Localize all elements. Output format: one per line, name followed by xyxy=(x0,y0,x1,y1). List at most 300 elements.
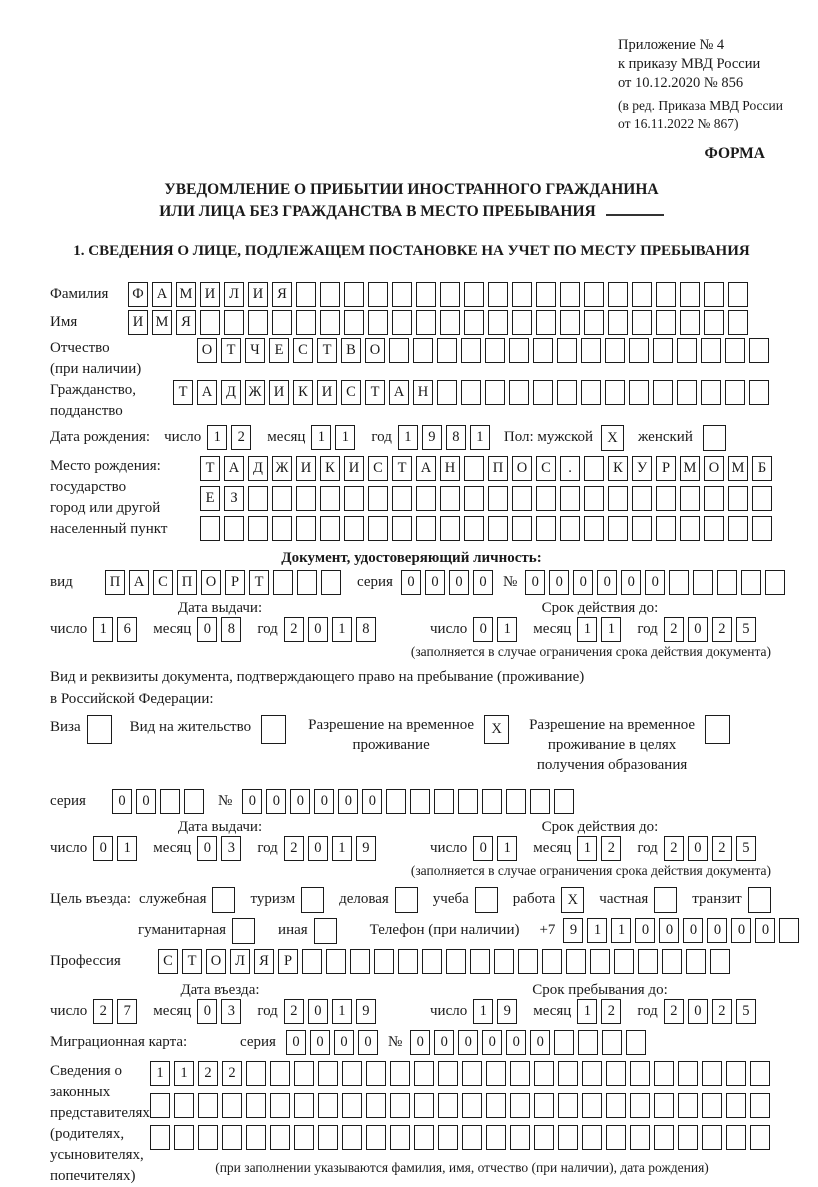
char-box[interactable]: 0 xyxy=(308,617,328,642)
char-box[interactable] xyxy=(630,1125,650,1150)
char-box[interactable]: Н xyxy=(413,380,433,405)
char-box[interactable]: 2 xyxy=(664,617,684,642)
char-box[interactable] xyxy=(678,1061,698,1086)
char-box[interactable] xyxy=(630,1093,650,1118)
char-box[interactable] xyxy=(669,570,689,595)
char-box[interactable]: Т xyxy=(173,380,193,405)
char-box[interactable]: О xyxy=(512,456,532,481)
char-box[interactable] xyxy=(150,1093,170,1118)
char-box[interactable]: 2 xyxy=(284,617,304,642)
char-box[interactable] xyxy=(662,949,682,974)
char-box[interactable]: 1 xyxy=(335,425,355,450)
char-box[interactable]: 0 xyxy=(473,617,493,642)
char-box[interactable]: 8 xyxy=(221,617,241,642)
char-box[interactable]: 0 xyxy=(112,789,132,814)
char-box[interactable]: 9 xyxy=(563,918,583,943)
char-box[interactable]: 0 xyxy=(755,918,775,943)
char-box[interactable] xyxy=(693,570,713,595)
char-box[interactable] xyxy=(184,789,204,814)
char-box[interactable] xyxy=(653,380,673,405)
char-box[interactable] xyxy=(150,1125,170,1150)
char-box[interactable] xyxy=(558,1125,578,1150)
char-box[interactable] xyxy=(656,486,676,511)
char-box[interactable] xyxy=(578,1030,598,1055)
char-box[interactable] xyxy=(320,310,340,335)
char-box[interactable]: 0 xyxy=(93,836,113,861)
char-box[interactable] xyxy=(389,338,409,363)
char-box[interactable]: Л xyxy=(224,282,244,307)
char-box[interactable]: М xyxy=(728,456,748,481)
char-box[interactable] xyxy=(296,310,316,335)
char-box[interactable]: 7 xyxy=(117,999,137,1024)
char-box[interactable] xyxy=(494,949,514,974)
char-box[interactable] xyxy=(582,1125,602,1150)
char-box[interactable]: Т xyxy=(200,456,220,481)
char-box[interactable] xyxy=(542,949,562,974)
char-box[interactable] xyxy=(392,310,412,335)
char-box[interactable] xyxy=(488,516,508,541)
char-box[interactable] xyxy=(680,516,700,541)
char-box[interactable] xyxy=(416,516,436,541)
char-box[interactable] xyxy=(222,1093,242,1118)
char-box[interactable] xyxy=(584,486,604,511)
char-box[interactable] xyxy=(437,380,457,405)
char-box[interactable] xyxy=(321,570,341,595)
char-box[interactable]: И xyxy=(296,456,316,481)
char-box[interactable] xyxy=(270,1125,290,1150)
char-box[interactable] xyxy=(654,887,677,913)
char-box[interactable]: Е xyxy=(269,338,289,363)
char-box[interactable]: 0 xyxy=(410,1030,430,1055)
char-box[interactable]: Я xyxy=(176,310,196,335)
char-box[interactable]: 0 xyxy=(549,570,569,595)
char-box[interactable] xyxy=(440,516,460,541)
char-box[interactable]: Т xyxy=(221,338,241,363)
char-box[interactable] xyxy=(398,949,418,974)
char-box[interactable]: 0 xyxy=(645,570,665,595)
char-box[interactable]: 1 xyxy=(587,918,607,943)
char-box[interactable]: 0 xyxy=(683,918,703,943)
char-box[interactable] xyxy=(654,1093,674,1118)
char-box[interactable] xyxy=(246,1061,266,1086)
char-box[interactable] xyxy=(536,516,556,541)
char-box[interactable] xyxy=(248,516,268,541)
char-box[interactable]: 0 xyxy=(362,789,382,814)
char-box[interactable]: И xyxy=(248,282,268,307)
char-box[interactable] xyxy=(416,310,436,335)
char-box[interactable]: 0 xyxy=(449,570,469,595)
char-box[interactable] xyxy=(534,1093,554,1118)
char-box[interactable] xyxy=(608,486,628,511)
char-box[interactable] xyxy=(294,1125,314,1150)
char-box[interactable] xyxy=(632,310,652,335)
char-box[interactable] xyxy=(314,918,337,944)
char-box[interactable] xyxy=(486,1125,506,1150)
char-box[interactable] xyxy=(198,1093,218,1118)
char-box[interactable] xyxy=(710,949,730,974)
char-box[interactable] xyxy=(488,310,508,335)
char-box[interactable] xyxy=(717,570,737,595)
char-box[interactable] xyxy=(779,918,799,943)
char-box[interactable]: 0 xyxy=(621,570,641,595)
char-box[interactable] xyxy=(630,1061,650,1086)
char-box[interactable] xyxy=(606,1125,626,1150)
char-box[interactable] xyxy=(422,949,442,974)
char-box[interactable] xyxy=(750,1125,770,1150)
char-box[interactable] xyxy=(344,282,364,307)
char-box[interactable]: О xyxy=(197,338,217,363)
char-box[interactable] xyxy=(270,1093,290,1118)
char-box[interactable] xyxy=(261,715,286,744)
char-box[interactable] xyxy=(566,949,586,974)
char-box[interactable] xyxy=(486,1093,506,1118)
char-box[interactable] xyxy=(726,1125,746,1150)
char-box[interactable] xyxy=(510,1061,530,1086)
char-box[interactable] xyxy=(464,456,484,481)
char-box[interactable] xyxy=(342,1061,362,1086)
char-box[interactable] xyxy=(464,486,484,511)
char-box[interactable] xyxy=(705,715,730,744)
char-box[interactable] xyxy=(728,516,748,541)
char-box[interactable]: А xyxy=(416,456,436,481)
char-box[interactable]: 5 xyxy=(736,999,756,1024)
char-box[interactable] xyxy=(485,380,505,405)
char-box[interactable] xyxy=(560,282,580,307)
char-box[interactable]: Т xyxy=(365,380,385,405)
char-box[interactable]: 5 xyxy=(736,617,756,642)
char-box[interactable] xyxy=(748,887,771,913)
char-box[interactable] xyxy=(270,1061,290,1086)
char-box[interactable] xyxy=(584,516,604,541)
char-box[interactable] xyxy=(536,282,556,307)
char-box[interactable] xyxy=(558,1061,578,1086)
char-box[interactable] xyxy=(677,380,697,405)
char-box[interactable]: С xyxy=(158,949,178,974)
char-box[interactable] xyxy=(584,282,604,307)
char-box[interactable]: 9 xyxy=(497,999,517,1024)
char-box[interactable] xyxy=(728,486,748,511)
char-box[interactable] xyxy=(482,789,502,814)
char-box[interactable]: 0 xyxy=(506,1030,526,1055)
char-box[interactable] xyxy=(726,1093,746,1118)
char-box[interactable] xyxy=(344,486,364,511)
char-box[interactable]: 9 xyxy=(422,425,442,450)
char-box[interactable]: 1 xyxy=(497,836,517,861)
char-box[interactable] xyxy=(704,486,724,511)
char-box[interactable] xyxy=(608,282,628,307)
char-box[interactable] xyxy=(446,949,466,974)
char-box[interactable]: И xyxy=(269,380,289,405)
char-box[interactable]: И xyxy=(344,456,364,481)
char-box[interactable] xyxy=(488,486,508,511)
char-box[interactable] xyxy=(582,1093,602,1118)
char-box[interactable] xyxy=(320,486,340,511)
char-box[interactable]: 1 xyxy=(332,617,352,642)
char-box[interactable] xyxy=(462,1061,482,1086)
char-box[interactable] xyxy=(294,1093,314,1118)
char-box[interactable] xyxy=(222,1125,242,1150)
char-box[interactable] xyxy=(702,1125,722,1150)
char-box[interactable] xyxy=(558,1093,578,1118)
char-box[interactable] xyxy=(461,338,481,363)
char-box[interactable] xyxy=(510,1093,530,1118)
char-box[interactable] xyxy=(344,310,364,335)
char-box[interactable] xyxy=(632,282,652,307)
char-box[interactable] xyxy=(462,1125,482,1150)
char-box[interactable] xyxy=(461,380,481,405)
char-box[interactable]: А xyxy=(152,282,172,307)
char-box[interactable] xyxy=(533,338,553,363)
char-box[interactable] xyxy=(272,516,292,541)
char-box[interactable]: Ф xyxy=(128,282,148,307)
char-box[interactable] xyxy=(554,789,574,814)
char-box[interactable]: 0 xyxy=(290,789,310,814)
char-box[interactable] xyxy=(512,486,532,511)
char-box[interactable] xyxy=(440,486,460,511)
char-box[interactable] xyxy=(749,380,769,405)
char-box[interactable] xyxy=(765,570,785,595)
char-box[interactable] xyxy=(584,310,604,335)
char-box[interactable]: О xyxy=(704,456,724,481)
char-box[interactable]: С xyxy=(293,338,313,363)
char-box[interactable]: С xyxy=(341,380,361,405)
char-box[interactable]: Т xyxy=(182,949,202,974)
char-box[interactable] xyxy=(410,789,430,814)
char-box[interactable]: 0 xyxy=(314,789,334,814)
char-box[interactable]: 1 xyxy=(470,425,490,450)
char-box[interactable]: 0 xyxy=(473,570,493,595)
char-box[interactable] xyxy=(680,310,700,335)
char-box[interactable]: . xyxy=(560,456,580,481)
char-box[interactable]: В xyxy=(341,338,361,363)
char-box[interactable]: А xyxy=(197,380,217,405)
char-box[interactable] xyxy=(654,1125,674,1150)
char-box[interactable]: 8 xyxy=(356,617,376,642)
char-box[interactable]: 2 xyxy=(712,617,732,642)
char-box[interactable]: Р xyxy=(278,949,298,974)
char-box[interactable] xyxy=(678,1125,698,1150)
char-box[interactable] xyxy=(557,380,577,405)
char-box[interactable] xyxy=(437,338,457,363)
char-box[interactable]: Л xyxy=(230,949,250,974)
char-box[interactable]: К xyxy=(608,456,628,481)
char-box[interactable] xyxy=(653,338,673,363)
char-box[interactable]: К xyxy=(293,380,313,405)
char-box[interactable] xyxy=(702,1093,722,1118)
char-box[interactable] xyxy=(557,338,577,363)
char-box[interactable]: С xyxy=(153,570,173,595)
char-box[interactable]: 1 xyxy=(611,918,631,943)
char-box[interactable] xyxy=(581,338,601,363)
char-box[interactable]: 1 xyxy=(497,617,517,642)
char-box[interactable] xyxy=(749,338,769,363)
char-box[interactable] xyxy=(414,1093,434,1118)
char-box[interactable]: 0 xyxy=(197,836,217,861)
char-box[interactable] xyxy=(296,282,316,307)
char-box[interactable] xyxy=(342,1125,362,1150)
char-box[interactable] xyxy=(560,516,580,541)
char-box[interactable] xyxy=(320,516,340,541)
char-box[interactable]: 2 xyxy=(284,999,304,1024)
char-box[interactable]: И xyxy=(128,310,148,335)
char-box[interactable] xyxy=(248,486,268,511)
char-box[interactable]: М xyxy=(152,310,172,335)
char-box[interactable] xyxy=(530,789,550,814)
char-box[interactable] xyxy=(414,1061,434,1086)
char-box[interactable]: 2 xyxy=(712,999,732,1024)
char-box[interactable] xyxy=(224,516,244,541)
char-box[interactable] xyxy=(326,949,346,974)
char-box[interactable]: Я xyxy=(254,949,274,974)
char-box[interactable]: 0 xyxy=(308,999,328,1024)
char-box[interactable] xyxy=(680,486,700,511)
char-box[interactable] xyxy=(272,310,292,335)
char-box[interactable]: 2 xyxy=(712,836,732,861)
char-box[interactable] xyxy=(741,570,761,595)
char-box[interactable]: 2 xyxy=(93,999,113,1024)
char-box[interactable] xyxy=(560,310,580,335)
char-box[interactable] xyxy=(512,310,532,335)
char-box[interactable] xyxy=(416,486,436,511)
char-box[interactable] xyxy=(297,570,317,595)
char-box[interactable]: 0 xyxy=(434,1030,454,1055)
char-box[interactable] xyxy=(368,310,388,335)
char-box[interactable]: 6 xyxy=(117,617,137,642)
char-box[interactable] xyxy=(614,949,634,974)
char-box[interactable]: 5 xyxy=(736,836,756,861)
char-box[interactable] xyxy=(678,1093,698,1118)
char-box[interactable] xyxy=(392,486,412,511)
char-box[interactable] xyxy=(656,282,676,307)
char-box[interactable]: 1 xyxy=(207,425,227,450)
char-box[interactable] xyxy=(368,282,388,307)
char-box[interactable] xyxy=(200,516,220,541)
char-box[interactable] xyxy=(464,516,484,541)
char-box[interactable]: 0 xyxy=(401,570,421,595)
char-box[interactable] xyxy=(416,282,436,307)
char-box[interactable] xyxy=(656,310,676,335)
char-box[interactable]: 3 xyxy=(221,836,241,861)
char-box[interactable] xyxy=(224,310,244,335)
char-box[interactable] xyxy=(590,949,610,974)
char-box[interactable] xyxy=(533,380,553,405)
char-box[interactable] xyxy=(581,380,601,405)
char-box[interactable] xyxy=(390,1093,410,1118)
char-box[interactable] xyxy=(318,1093,338,1118)
char-box[interactable] xyxy=(686,949,706,974)
char-box[interactable]: С xyxy=(368,456,388,481)
char-box[interactable]: Т xyxy=(392,456,412,481)
char-box[interactable]: 0 xyxy=(473,836,493,861)
char-box[interactable]: 0 xyxy=(659,918,679,943)
char-box[interactable] xyxy=(368,516,388,541)
char-box[interactable] xyxy=(510,1125,530,1150)
char-box[interactable] xyxy=(374,949,394,974)
char-box[interactable] xyxy=(725,380,745,405)
char-box[interactable] xyxy=(462,1093,482,1118)
char-box[interactable] xyxy=(160,789,180,814)
char-box[interactable] xyxy=(174,1093,194,1118)
char-box[interactable] xyxy=(656,516,676,541)
char-box[interactable]: 2 xyxy=(284,836,304,861)
char-box[interactable]: 0 xyxy=(458,1030,478,1055)
char-box[interactable]: 1 xyxy=(577,617,597,642)
char-box[interactable]: И xyxy=(317,380,337,405)
char-box[interactable] xyxy=(246,1093,266,1118)
char-box[interactable]: 1 xyxy=(601,617,621,642)
char-box[interactable] xyxy=(536,310,556,335)
char-box[interactable] xyxy=(725,338,745,363)
char-box[interactable]: 2 xyxy=(231,425,251,450)
char-box[interactable]: О xyxy=(365,338,385,363)
char-box[interactable] xyxy=(750,1061,770,1086)
char-box[interactable]: 1 xyxy=(577,836,597,861)
char-box[interactable]: 1 xyxy=(473,999,493,1024)
char-box[interactable] xyxy=(390,1125,410,1150)
char-box[interactable] xyxy=(344,516,364,541)
char-box[interactable] xyxy=(704,310,724,335)
char-box[interactable]: С xyxy=(536,456,556,481)
char-box[interactable] xyxy=(318,1061,338,1086)
char-box[interactable]: У xyxy=(632,456,652,481)
char-box[interactable] xyxy=(350,949,370,974)
char-box[interactable] xyxy=(506,789,526,814)
char-box[interactable]: 0 xyxy=(266,789,286,814)
char-box[interactable]: 0 xyxy=(197,999,217,1024)
char-box[interactable] xyxy=(272,486,292,511)
char-box[interactable] xyxy=(200,310,220,335)
char-box[interactable]: 1 xyxy=(93,617,113,642)
char-box[interactable] xyxy=(395,887,418,913)
char-box[interactable] xyxy=(366,1125,386,1150)
char-box[interactable]: 0 xyxy=(308,836,328,861)
char-box[interactable]: Д xyxy=(248,456,268,481)
char-box[interactable] xyxy=(626,1030,646,1055)
char-box[interactable]: Ч xyxy=(245,338,265,363)
char-box[interactable]: 9 xyxy=(356,999,376,1024)
char-box[interactable] xyxy=(296,486,316,511)
char-box[interactable] xyxy=(509,338,529,363)
char-box[interactable] xyxy=(632,516,652,541)
char-box[interactable] xyxy=(512,282,532,307)
char-box[interactable] xyxy=(534,1061,554,1086)
char-box[interactable]: 0 xyxy=(358,1030,378,1055)
char-box[interactable]: 0 xyxy=(688,836,708,861)
char-box[interactable] xyxy=(248,310,268,335)
char-box[interactable] xyxy=(318,1125,338,1150)
char-box[interactable]: 1 xyxy=(332,999,352,1024)
char-box[interactable] xyxy=(475,887,498,913)
char-box[interactable] xyxy=(392,516,412,541)
char-box[interactable] xyxy=(366,1061,386,1086)
char-box[interactable] xyxy=(414,1125,434,1150)
char-box[interactable] xyxy=(605,380,625,405)
char-box[interactable] xyxy=(301,887,324,913)
char-box[interactable]: Д xyxy=(221,380,241,405)
char-box[interactable] xyxy=(386,789,406,814)
char-box[interactable]: 0 xyxy=(573,570,593,595)
char-box[interactable] xyxy=(726,1061,746,1086)
char-box[interactable] xyxy=(629,338,649,363)
char-box[interactable]: 0 xyxy=(597,570,617,595)
char-box[interactable] xyxy=(458,789,478,814)
char-box[interactable] xyxy=(638,949,658,974)
char-box[interactable]: 2 xyxy=(664,836,684,861)
char-box[interactable] xyxy=(602,1030,622,1055)
char-box[interactable] xyxy=(606,1093,626,1118)
char-box[interactable]: 2 xyxy=(601,999,621,1024)
char-box[interactable]: 1 xyxy=(311,425,331,450)
